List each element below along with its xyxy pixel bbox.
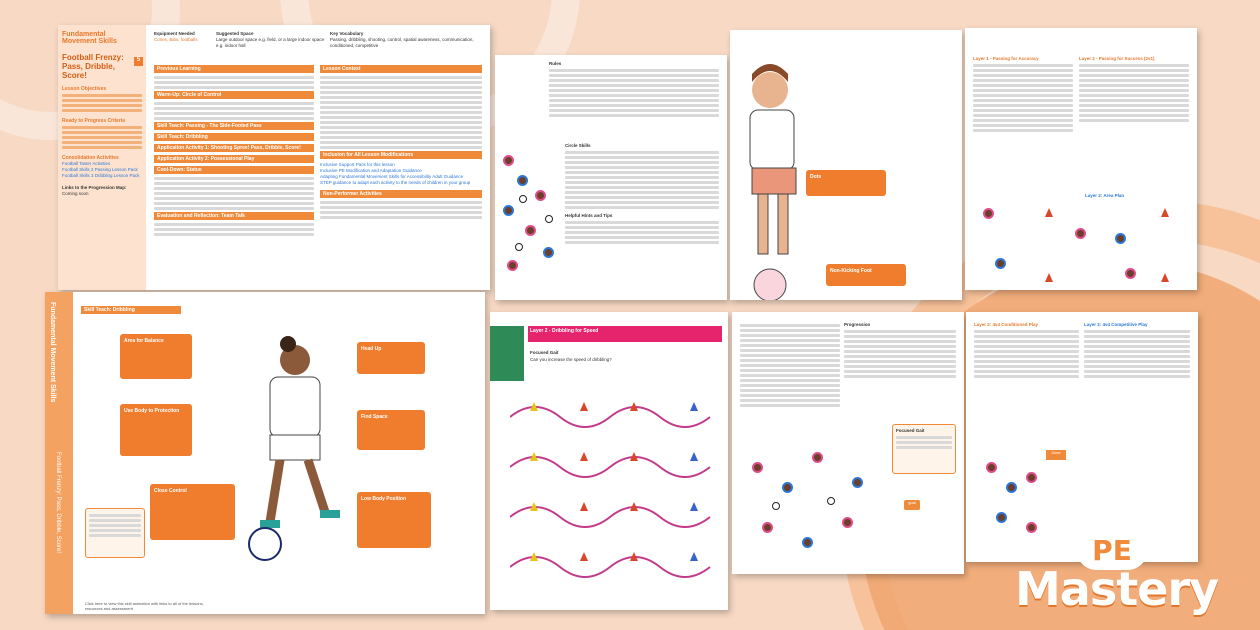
animation-link[interactable]: Click here to view this skill animation with links to all of the lessons, resources and assessment <box>85 601 204 611</box>
layer2-heading: Layer 2 - Passing for Success (2v1) <box>1079 56 1155 61</box>
sidebar <box>58 25 146 290</box>
section-cool-down: Cool-Down: Statue <box>154 166 314 174</box>
cone-icon <box>580 402 588 411</box>
player-icon <box>852 477 863 488</box>
player-icon <box>1125 268 1136 279</box>
player-icon <box>507 260 518 271</box>
inclusion-link[interactable]: STEP guidance to adapt each activity to the needs of children in your group <box>320 180 471 185</box>
player-icon <box>517 175 528 186</box>
section-application-1: Application Activity 1: Shooting Spree! Pass, Dribble, Score! <box>154 144 314 152</box>
lesson-plan-page-6[interactable] <box>490 312 728 610</box>
football-icon <box>515 243 523 251</box>
callout-find-space <box>357 410 425 450</box>
equipment-label: Equipment Needed <box>154 31 195 36</box>
callout-label: Low Body Position <box>361 496 406 502</box>
cone-icon <box>1161 273 1169 282</box>
player-icon <box>996 512 1007 523</box>
section-application-2: Application Activity 2: Possessional Play <box>154 155 314 163</box>
cone-icon <box>1045 273 1053 282</box>
logo-pe: PE <box>1077 532 1147 570</box>
inclusion-link[interactable]: Inclusive Support Pack for this lesson <box>320 162 395 167</box>
football-icon <box>827 497 835 505</box>
subject-title: Fundamental Movement Skills <box>62 31 117 45</box>
vocab-label: Key Vocabulary <box>330 31 364 36</box>
callout-low-body <box>357 492 431 548</box>
cone-icon <box>630 402 638 411</box>
player-icon <box>782 482 793 493</box>
focus-heading: Focused Gait <box>896 428 925 433</box>
objectives-heading: Lesson Objectives <box>62 86 107 92</box>
player-icon <box>752 462 763 473</box>
logo-mastery: Mastery <box>1015 562 1219 616</box>
cone-icon <box>690 552 698 561</box>
cone-icon <box>530 552 538 561</box>
section-inclusion: Inclusion for All Lesson Modifications <box>320 151 482 159</box>
green-panel <box>490 326 524 381</box>
player-icon <box>1075 228 1086 239</box>
callout-close-control <box>150 484 235 540</box>
callout-area-balance <box>120 334 192 379</box>
player-icon <box>842 517 853 528</box>
area-plan-label: Layer 2: Area Plan <box>1085 193 1125 198</box>
cone-icon <box>530 402 538 411</box>
section-non-performer: Non-Performer Activities <box>320 190 482 198</box>
skill-teach-heading: Skill Teach: Dribbling <box>81 306 181 314</box>
tip-box <box>85 508 145 558</box>
cone-icon <box>530 452 538 461</box>
progression-map-text: Coming soon <box>62 191 89 196</box>
zone-label: Zone <box>1046 450 1066 460</box>
lesson-plan-page-4[interactable] <box>965 28 1197 290</box>
non-kicking-label: Non-Kicking Foot <box>830 268 872 274</box>
player-icon <box>995 258 1006 269</box>
section-previous-learning: Previous Learning <box>154 65 314 73</box>
player-icon <box>535 190 546 201</box>
dribbling-course-diagram <box>510 392 720 592</box>
lesson-number-badge: 5 <box>134 57 143 66</box>
section-skill-dribbling: Skill Teach: Dribbling <box>154 133 314 141</box>
callout-label: Close Control <box>154 488 187 494</box>
goal-marker: goal <box>904 500 920 510</box>
tips-heading: Helpful Hints and Tips <box>565 213 613 218</box>
progression-heading: Progression <box>844 322 871 327</box>
callout-body-protection <box>120 404 192 456</box>
cone-icon <box>630 452 638 461</box>
focus-question: Can you increase the speed of dribbling? <box>530 357 612 362</box>
side-title: Fundamental Movement Skills <box>49 302 56 403</box>
space-label: Suggested Space <box>216 31 254 36</box>
dots-label: Dots <box>810 174 822 180</box>
lesson-plan-page-5[interactable] <box>45 292 485 614</box>
cone-icon <box>690 502 698 511</box>
lesson-plan-page-2[interactable] <box>495 55 727 300</box>
side-subtitle: Football Frenzy: Pass, Dribble, Score! <box>55 452 61 554</box>
player-icon <box>812 452 823 463</box>
cone-icon <box>690 402 698 411</box>
lesson-plan-page-3[interactable] <box>730 30 962 300</box>
player-icon <box>543 247 554 258</box>
cone-icon <box>580 502 588 511</box>
callout-label: Head Up <box>361 346 382 352</box>
layer-heading: Layer 2 - Dribbling for Speed <box>528 326 722 342</box>
layer1-heading: Layer 1 - Passing for Accuracy <box>973 56 1039 61</box>
section-evaluation: Evaluation and Reflection: Team Talk <box>154 212 314 220</box>
section-lesson-context: Lesson Context <box>320 65 482 73</box>
callout-label: Use Body to Protection <box>124 408 180 414</box>
cone-icon <box>630 502 638 511</box>
lesson-plan-page-8[interactable] <box>966 312 1198 562</box>
inclusion-link[interactable]: Inclusive PE Modification and Adaptation Guidance <box>320 168 422 173</box>
consolidation-link[interactable]: Football Skills 2 Passing Lesson Pack <box>62 167 138 172</box>
focus-box <box>892 424 956 474</box>
cone-icon <box>1045 208 1053 217</box>
player-icon <box>762 522 773 533</box>
consolidation-link[interactable]: Football Skills 3 Dribbling Lesson Pack <box>62 173 140 178</box>
consolidation-link[interactable]: Football Taster Activities <box>62 161 111 166</box>
space-text: Large outdoor space e.g. field, or a large indoor space e.g. indoor hall <box>216 37 325 48</box>
callout-label: Find Space <box>361 414 388 420</box>
player-icon <box>525 225 536 236</box>
rules-heading: Rules <box>549 61 562 66</box>
consolidation-heading: Consolidation Activities <box>62 155 119 161</box>
lesson-plan-page-1[interactable] <box>58 25 490 290</box>
player-icon <box>802 537 813 548</box>
layer2-heading: Layer 2: 4v4 Competitive Play <box>1084 322 1148 327</box>
lesson-plan-page-7[interactable] <box>732 312 964 574</box>
cone-icon <box>580 552 588 561</box>
inclusion-link[interactable]: Adapting Fundamental Movement Skills for Accessibility Adult Guidance <box>320 174 464 179</box>
section-warm-up: Warm-Up: Circle of Control <box>154 91 314 99</box>
cone-icon <box>1161 208 1169 217</box>
cone-icon <box>630 552 638 561</box>
cone-icon <box>690 452 698 461</box>
dots-callout <box>806 170 886 196</box>
player-icon <box>986 462 997 473</box>
cone-icon <box>580 452 588 461</box>
layer1-heading: Layer 2: 4v4 Conditioned Play <box>974 322 1039 327</box>
player-icon <box>1006 482 1017 493</box>
football-icon <box>519 195 527 203</box>
section-skill-passing: Skill Teach: Passing - The Side-Footed Pass <box>154 122 314 130</box>
equipment-text: Cones, Bibs, footballs <box>154 37 198 42</box>
pe-mastery-logo <box>1015 530 1235 620</box>
girl-dribbling-illustration <box>240 332 360 562</box>
non-kicking-foot-callout <box>826 264 906 286</box>
player-icon <box>503 155 514 166</box>
progression-map-label: Links to the Progression Map: <box>62 185 127 190</box>
cone-icon <box>530 502 538 511</box>
football-icon <box>545 215 553 223</box>
player-icon <box>983 208 994 219</box>
vocab-text: Passing, dribbling, shooting, control, spatial awareness, communication, conditioned, competitive <box>330 37 474 48</box>
circle-skills-heading: Circle Skills <box>565 143 591 148</box>
lesson-title: Football Frenzy: Pass, Dribble, Score! <box>62 53 124 80</box>
player-icon <box>503 205 514 216</box>
page-side-strip <box>45 292 73 614</box>
callout-label: Area for Balance <box>124 338 164 344</box>
ready-heading: Ready to Progress Criteria <box>62 118 126 124</box>
player-icon <box>1115 233 1126 244</box>
player-icon <box>1026 472 1037 483</box>
callout-head-up <box>357 342 425 374</box>
football-icon <box>772 502 780 510</box>
focus-heading: Focused Gait <box>530 350 559 355</box>
